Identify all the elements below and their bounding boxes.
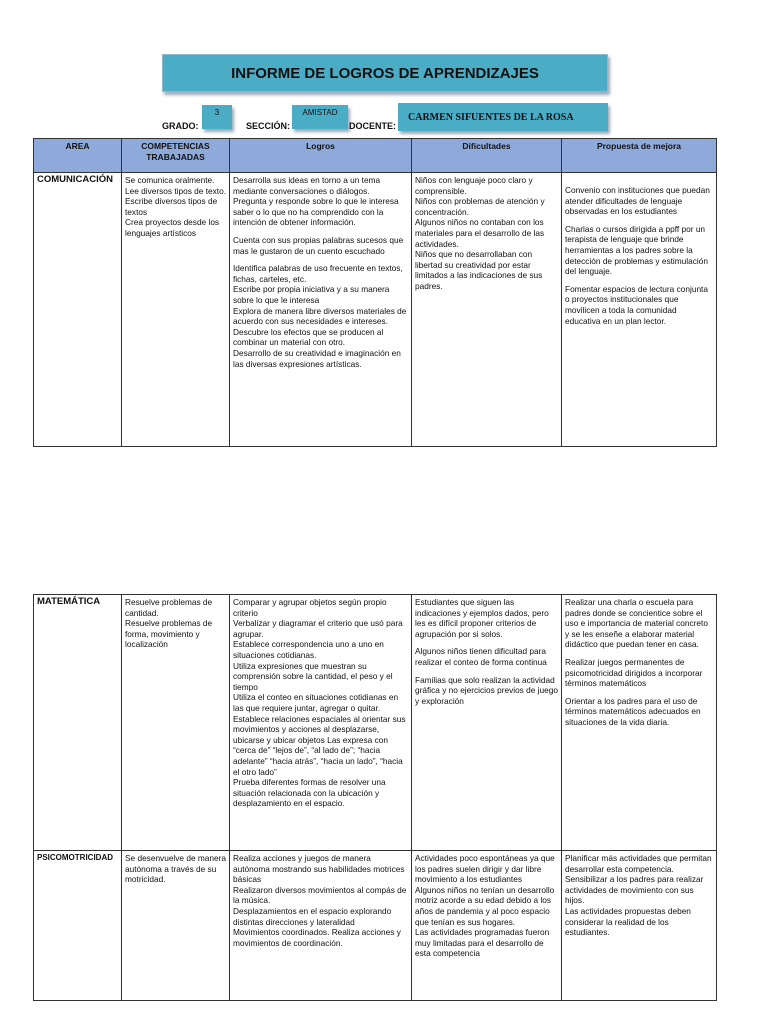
col-header-dificultades: Dificultades	[412, 139, 562, 173]
report-table-1	[33, 138, 717, 447]
grado-label: GRADO:	[162, 121, 199, 131]
col-header-area: AREA	[34, 139, 122, 173]
grado-value: 3	[202, 105, 232, 129]
col-header-propuesta: Propuesta de mejora	[562, 139, 717, 173]
competencias-cell: Se desenvuelve de manera autónoma a través de su motricidad.	[122, 851, 230, 1001]
seccion-value: AMISTAD	[292, 105, 348, 129]
table-row	[34, 851, 717, 1001]
dificultades-cell: Niños con lenguaje poco claro y comprensible. Niños con problemas de atención y concentración. Algunos niños no contaban con los materiales para el desarrollo de las actividades. Niños que no desarrollaban con libertad su creatividad por estar limitados a las indicaciones de sus padres.	[412, 173, 562, 447]
col-header-logros: Logros	[230, 139, 412, 173]
report-table-2	[33, 594, 717, 1001]
logros-cell: Realiza acciones y juegos de manera autónoma mostrando sus habilidades motrices básicas Realizaron diversos movimientos al compás de la música. Desplazamientos en el espacio explorando distintas direcciones y lateralidad Movimientos coordinados. Realiza acciones y movimientos de coordinación.	[230, 851, 412, 1001]
dificultades-cell: Estudiantes que siguen las indicaciones y ejemplos dados, pero les es difícil proponer criterios de agrupación por si solos. Algunos niños tienen dificultad para realizar el conteo de forma continua Familias que solo realizan la actividad gráfica y no ejercicios previos de juego y exploración	[412, 595, 562, 851]
table-row	[34, 173, 717, 447]
docente-label: DOCENTE:	[349, 121, 396, 131]
competencias-cell: Se comunica oralmente. Lee diversos tipos de texto. Escribe diversos tipos de textos Crea proyectos desde los lenguajes artísticos	[122, 173, 230, 447]
propuesta-cell: Convenio con instituciones que puedan atender dificultades de lenguaje observadas en los estudiantes Charlas o cursos dirigida a ppff por un terapista de lenguaje que brinde herramientas a los padres sobre la detección de problemas y estimulación del lenguaje. Fomentar espacios de lectura conjunta o proyectos institucionales que movilicen a toda la comunidad educativa en un plan lector.	[562, 173, 717, 447]
logros-cell: Comparar y agrupar objetos según propio criterio Verbalizar y diagramar el criterio que usó para agrupar. Establece correspondencia uno a uno en situaciones cotidianas. Utiliza expresiones que muestran su comprensión sobre la cantidad, el peso y el tiempo Utiliza el conteo en situaciones cotidianas en las que requiere juntar, agregar o quitar. Establece relaciones espaciales al orientar sus movimientos y acciones al desplazarse, ubicarse y ubicar objetos Las expresa con “cerca de” “lejos de”, “al lado de”; “hacia adelante” “hacia atrás”, “hacia un lado”, “hacia el otro lado” Prueba diferentes formas de resolver una situación relacionada con la ubicación y desplazamiento en el espacio.	[230, 595, 412, 851]
propuesta-cell: Planificar más actividades que permitan desarrollar esta competencia. Sensibilizar a los padres para realizar actividades de movimiento con sus hijos. Las actividades propuestas deben considerar la realidad de los estudiantes.	[562, 851, 717, 1001]
logros-cell: Desarrolla sus ideas en torno a un tema mediante conversaciones o diálogos. Pregunta y responde sobre lo que le interesa saber o lo que no ha comprendido con la intención de obtener información. Cuenta con sus propias palabras sucesos que mas le gustaron de un cuento escuchado Identifica palabras de uso frecuente en textos, fichas, carteles, etc. Escribe por propia iniciativa y a su manera sobre lo que le interesa Explora de manera libre diversos materiales de acuerdo con sus necesidades e intereses. Descubre los efectos que se producen al combinar un material con otro. Desarrollo de su creatividad e imaginación en las diversas expresiones artísticas.	[230, 173, 412, 447]
area-cell: MATEMÁTICA	[34, 595, 122, 851]
report-title: INFORME DE LOGROS DE APRENDIZAJES	[162, 54, 608, 92]
seccion-label: SECCIÓN:	[246, 121, 291, 131]
area-cell: PSICOMOTRICIDAD	[34, 851, 122, 1001]
col-header-competencias: COMPETENCIAS TRABAJADAS	[122, 139, 230, 173]
area-cell: COMUNICACIÓN	[34, 173, 122, 447]
dificultades-cell: Actividades poco espontáneas ya que los padres suelen dirigir y dar libre movimiento a los estudiantes Algunos niños no tenían un desarrollo motriz acorde a su edad debido a los años de pandemia y al poco espacio que tenían es sus hogares. Las actividades programadas fueron muy limitadas para el desarrollo de esta competencia	[412, 851, 562, 1001]
competencias-cell: Resuelve problemas de cantidad. Resuelve problemas de forma, movimiento y localización	[122, 595, 230, 851]
table-row	[34, 595, 717, 851]
propuesta-cell: Realizar una charla o escuela para padres donde se concientice sobre el uso e importancia de material concreto y se les enseñe a elaborar material didáctico que puedan tener en casa. Realizar juegos permanentes de psicomotricidad dirigidos a incorporar términos matemáticos Orientar a los padres para el uso de términos matemáticos adecuados en situaciones de la vida diaria.	[562, 595, 717, 851]
docente-value: CARMEN SIFUENTES DE LA ROSA	[398, 103, 608, 131]
